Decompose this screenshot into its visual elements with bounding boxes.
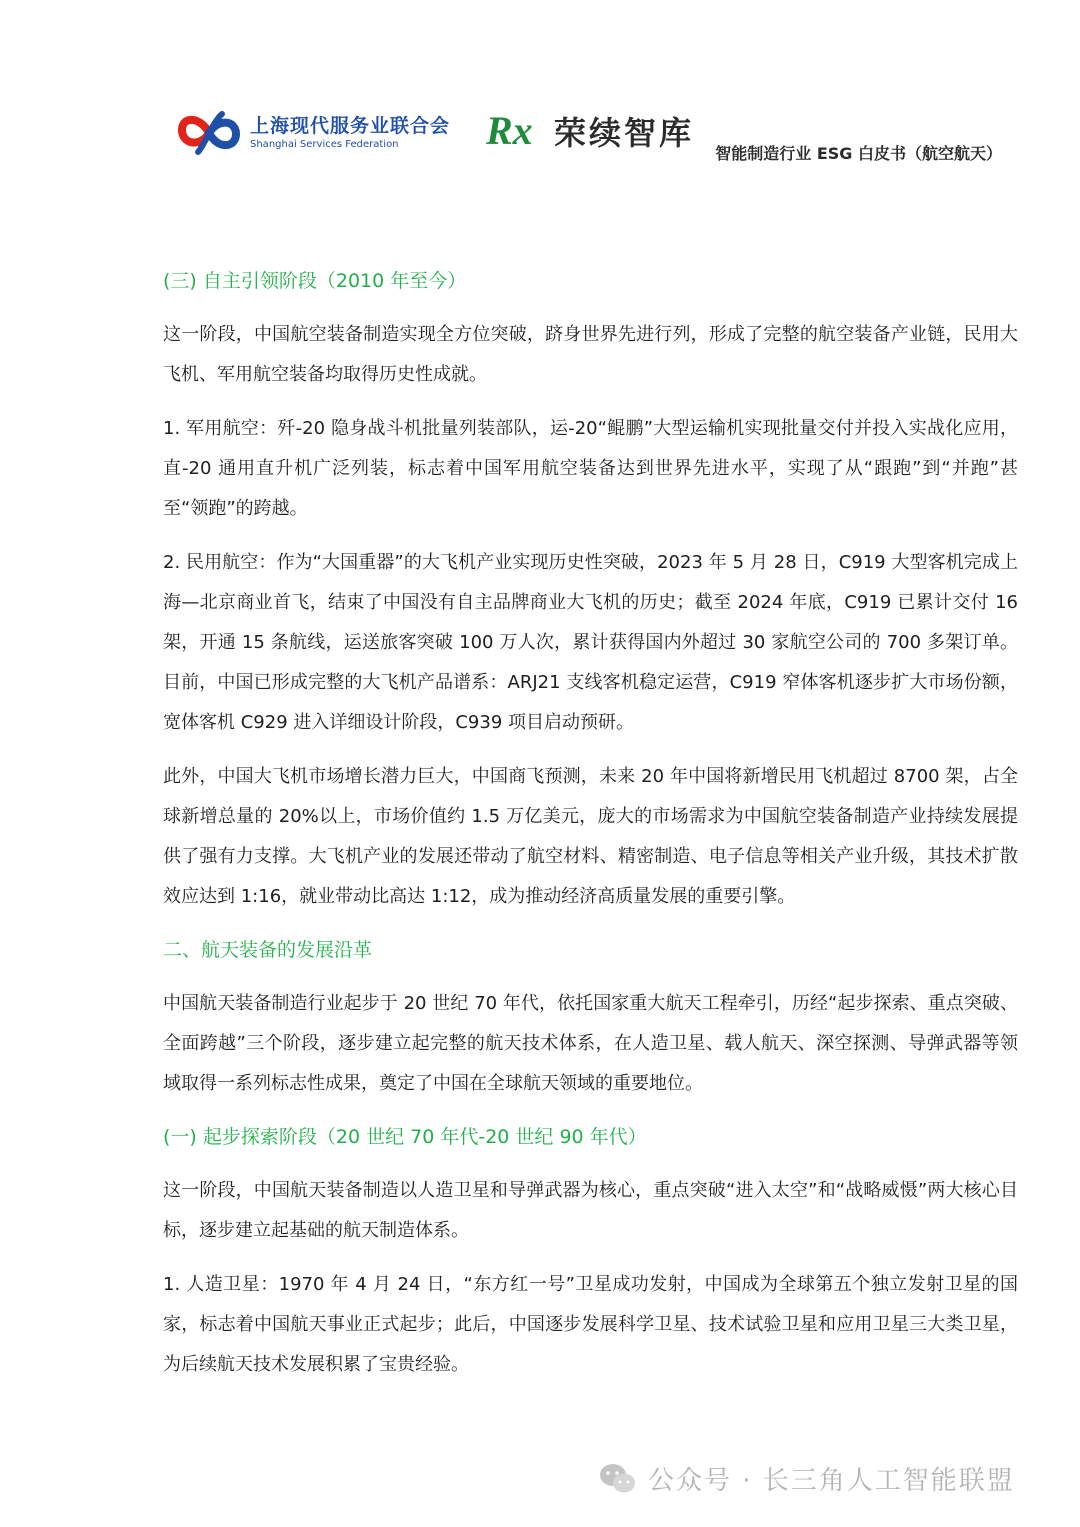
- paragraph-aerospace-overview: 中国航天装备制造行业起步于 20 世纪 70 年代，依托国家重大航天工程牵引，历经“起步探索、重点突破、全面跨越”三个阶段，逐步建立起完整的航天技术体系，在人造卫星、载人航天、深空探测、导弹武器等领域取得一系列标志性成果，奠定了中国在全球航天领域的重要地位。: [163, 993, 1018, 1094]
- paragraph-stage-overview: 这一阶段，中国航空装备制造实现全方位突破，跻身世界先进行列，形成了完整的航空装备产业链，民用大飞机、军用航空装备均取得历史性成就。: [163, 324, 1018, 385]
- section-heading-early-exploration: (一) 起步探索阶段（20 世纪 70 年代-20 世纪 90 年代）: [163, 1126, 647, 1148]
- watermark-footer: [598, 1460, 1015, 1497]
- wechat-icon: [598, 1462, 638, 1496]
- section-heading-aerospace-history: 二、航天装备的发展沿革: [163, 939, 373, 961]
- paragraph-satellites: 1. 人造卫星：1970 年 4 月 24 日，“东方红一号”卫星成功发射，中国成为全球第五个独立发射卫星的国家，标志着中国航天事业正式起步；此后，中国逐步发展科学卫星、技术试验卫星和应用卫星三大类卫星，为后续航天技术发展积累了宝贵经验。: [163, 1274, 1018, 1375]
- section-heading-autonomous-lead: (三) 自主引领阶段（2010 年至今）: [163, 270, 467, 292]
- rx-logo: [486, 108, 694, 154]
- page-body: [163, 262, 1018, 1385]
- rx-logo-letters: Rx: [486, 108, 533, 153]
- watermark-text: 公众号 · 长三角人工智能联盟: [648, 1466, 1015, 1496]
- paragraph-civil-aviation: 2. 民用航空：作为“大国重器”的大飞机产业实现历史性突破，2023 年 5 月 28 日，C919 大型客机完成上海—北京商业首飞，结束了中国没有自主品牌商业大飞机的历史；截至 2024 年底，C919 已累计交付 16 架，开通 15 条航线，运送旅客突破 100 万人次，累计获得国内外超过 30 家航空公司的 700 多架订单。目前，中国已形成完整的大飞机产品谱系：ARJ21 支线客机稳定运营，C919 窄体客机逐步扩大市场份额，宽体客机 C929 进入详细设计阶段，C939 项目启动预研。: [163, 552, 1018, 733]
- paragraph-early-stage: 这一阶段，中国航天装备制造以人造卫星和导弹武器为核心，重点突破“进入太空”和“战略威慑”两大核心目标，逐步建立起基础的航天制造体系。: [163, 1180, 1018, 1241]
- page-header: [0, 0, 1080, 200]
- ssf-name-cn: 上海现代服务业联合会: [250, 115, 451, 137]
- ssf-name-en: Shanghai Services Federation: [250, 139, 399, 150]
- ssf-logo-mark-icon: [178, 108, 240, 158]
- rx-name: 荣续智库: [554, 114, 695, 152]
- rx-logo-mark-icon: [486, 108, 542, 154]
- paragraph-market-outlook: 此外，中国大飞机市场增长潜力巨大，中国商飞预测，未来 20 年中国将新增民用飞机超过 8700 架，占全球新增总量的 20%以上，市场价值约 1.5 万亿美元，庞大的市场需求为中国航空装备制造产业持续发展提供了强有力支撑。大飞机产业的发展还带动了航空材料、精密制造、电子信息等相关产业升级，其技术扩散效应达到 1:16，就业带动比高达 1:12，成为推动经济高质量发展的重要引擎。: [163, 766, 1018, 907]
- document-title: 智能制造行业 ESG 白皮书（航空航天）: [715, 144, 1002, 163]
- paragraph-military-aviation: 1. 军用航空：歼-20 隐身战斗机批量列装部队，运-20“鲲鹏”大型运输机实现批量交付并投入实战化应用，直-20 通用直升机广泛列装，标志着中国军用航空装备达到世界先进水平，实现了从“跟跑”到“并跑”甚至“领跑”的跨越。: [163, 418, 1018, 519]
- ssf-logo: [178, 108, 450, 158]
